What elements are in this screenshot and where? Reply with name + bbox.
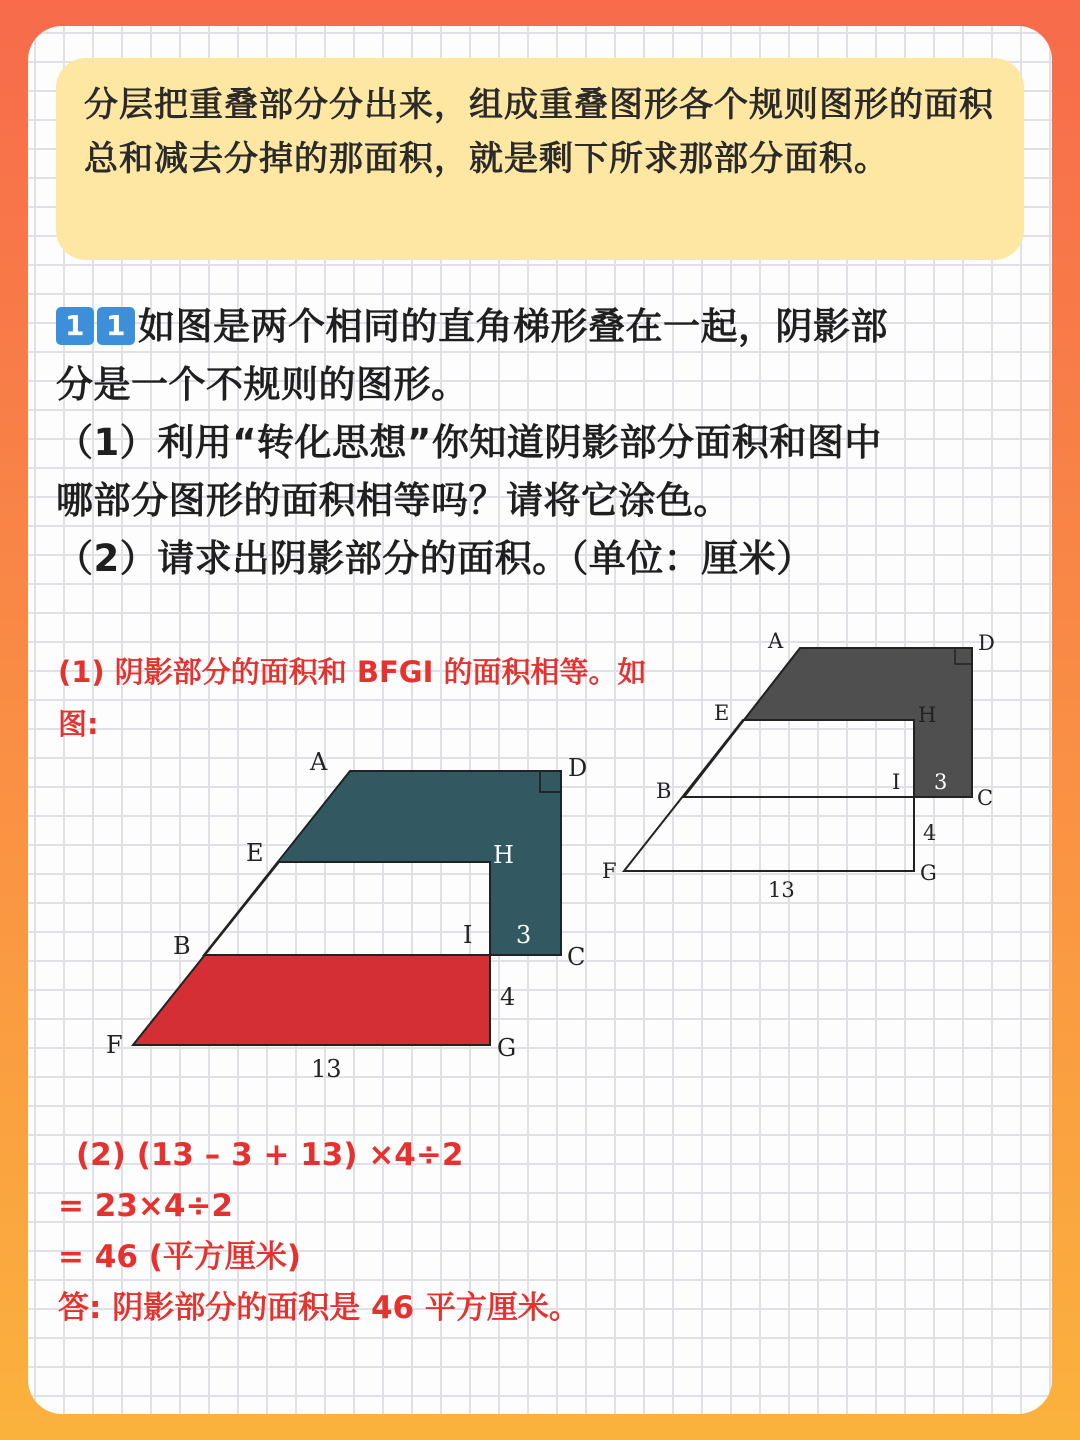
label-i: I: [463, 921, 473, 949]
question-part-2: （2）请求出阴影部分的面积。（单位：厘米）: [56, 537, 814, 580]
number-badge: 1: [97, 307, 135, 345]
label-i: I: [892, 770, 901, 794]
dim-ic: 3: [516, 921, 532, 949]
label-d: D: [978, 631, 995, 655]
question-line-2: 分是一个不规则的图形。: [56, 363, 469, 406]
label-h: H: [493, 841, 514, 869]
number-badge: 1: [56, 307, 94, 345]
label-g: G: [920, 861, 937, 885]
label-f: F: [106, 1031, 123, 1059]
answer-result: = 46 (平方厘米): [58, 1239, 302, 1275]
dim-cg: 4: [500, 983, 516, 1011]
tip-text: 分层把重叠部分分出来，组成重叠图形各个规则图形的面积总和减去分掉的那面积，就是剩下所求那部分面积。: [84, 85, 994, 179]
question-line-4: 哪部分图形的面积相等吗？请将它涂色。: [56, 479, 731, 522]
label-b: B: [656, 779, 672, 803]
answer-formula: (2) (13 – 3 + 13) ×4÷2: [76, 1137, 464, 1173]
highlight-bfgi: [133, 955, 490, 1045]
label-g: G: [497, 1034, 517, 1062]
question-part-1: （1）利用“转化思想”你知道阴影部分面积和图中: [56, 421, 882, 464]
label-f: F: [602, 859, 617, 883]
label-e: E: [246, 839, 264, 867]
label-b: B: [173, 932, 191, 960]
dim-fg: 13: [311, 1055, 342, 1083]
dim-ic: 3: [934, 770, 948, 794]
label-c: C: [567, 943, 586, 971]
answer-part-1: (1) 阴影部分的面积和 BFGI 的面积相等。如图:: [58, 655, 647, 741]
question-line-1: 1 1 如图是两个相同的直角梯形叠在一起，阴影部: [56, 298, 1016, 356]
label-c: C: [977, 786, 994, 810]
dim-cg: 4: [923, 821, 937, 845]
label-h: H: [918, 703, 937, 727]
figure-large: [106, 748, 587, 1083]
answer-step: = 23×4÷2: [58, 1188, 233, 1224]
label-e: E: [714, 701, 730, 725]
label-a: A: [768, 629, 784, 653]
label-d: D: [568, 754, 588, 782]
answer-conclusion: 答: 阴影部分的面积是 46 平方厘米。: [58, 1290, 580, 1326]
label-a: A: [310, 748, 328, 776]
dim-fg: 13: [768, 878, 795, 902]
figure-small: [602, 629, 995, 902]
